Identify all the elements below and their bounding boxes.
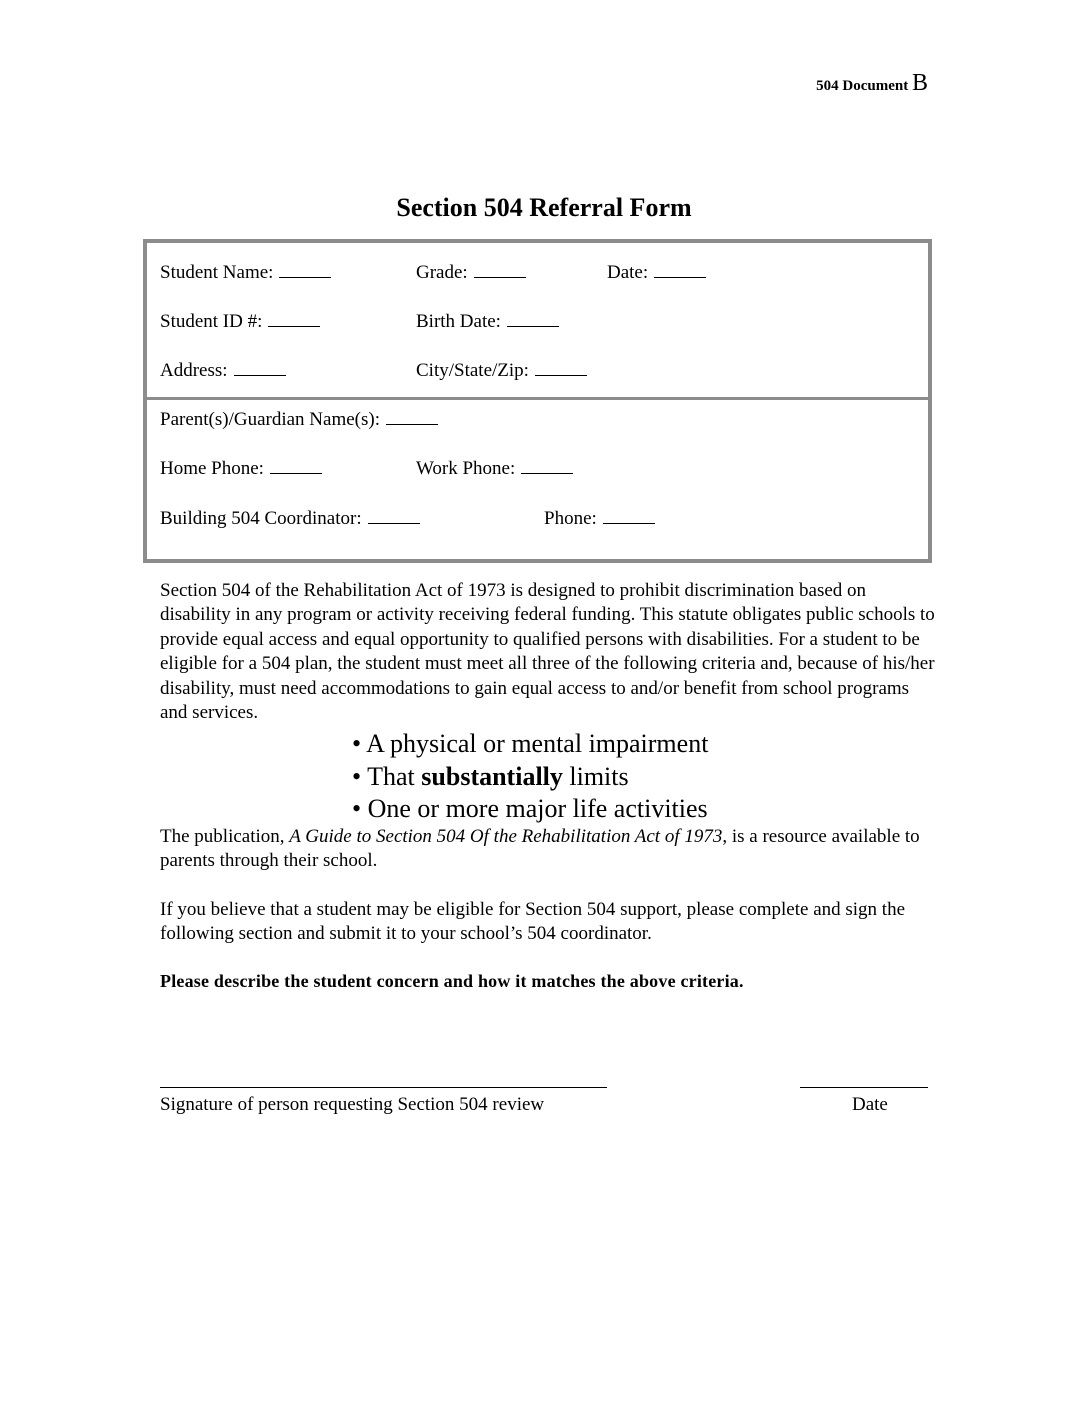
work-phone-label: Work Phone: — [416, 458, 516, 479]
date-label: Date: — [607, 262, 649, 283]
criteria-item-3: • One or more major life activities — [352, 794, 708, 823]
date-blank[interactable] — [654, 261, 706, 278]
publication-title: A Guide to Section 504 Of the Rehabilitation Act of 1973 — [289, 826, 723, 847]
home-phone-field — [160, 457, 322, 480]
document-id — [816, 70, 928, 97]
student-id-field — [160, 310, 320, 333]
student-id-blank[interactable] — [268, 310, 320, 327]
student-name-field — [160, 261, 331, 284]
work-phone-field — [416, 457, 573, 480]
home-phone-blank[interactable] — [270, 457, 322, 474]
signature-label: Signature of person requesting Section 504 review — [160, 1094, 545, 1115]
birth-date-field — [416, 310, 559, 333]
city-state-zip-label: City/State/Zip: — [416, 360, 529, 381]
coordinator-label: Building 504 Coordinator: — [160, 508, 362, 529]
criteria-item-2-suffix: limits — [562, 761, 629, 791]
criteria-list — [352, 728, 708, 826]
coordinator-phone-label: Phone: — [544, 508, 597, 529]
student-name-label: Student Name: — [160, 262, 274, 283]
intro-paragraph: Section 504 of the Rehabilitation Act of 1973 is designed to prohibit discrimination based on disability in any program or activity receiving federal funding. This statute obligates public schools to provide equal access and equal opportunity to qualified persons with disabilities. For a student to be eligible for a 504 plan, the student must meet all three of the following criteria and, because of his/her disability, must need accommodations to gain equal access to and/or benefit from school programs and services. — [160, 580, 935, 724]
criteria-item-2 — [352, 761, 708, 794]
signature-date-label: Date — [852, 1094, 888, 1115]
date-field — [607, 261, 706, 284]
publication-paragraph — [160, 825, 940, 874]
document-letter: B — [911, 70, 928, 96]
signature-line[interactable] — [160, 1087, 607, 1088]
student-id-label: Student ID #: — [160, 311, 263, 332]
parent-guardian-label: Parent(s)/Guardian Name(s): — [160, 409, 381, 430]
criteria-item-2-emphasis: substantially — [421, 761, 563, 791]
coordinator-blank[interactable] — [368, 507, 420, 524]
form-title: Section 504 Referral Form — [396, 193, 692, 222]
criteria-item-2-prefix: • That — [352, 761, 422, 791]
grade-blank[interactable] — [474, 261, 526, 278]
address-label: Address: — [160, 360, 228, 381]
document-label: 504 Document — [816, 78, 909, 94]
coordinator-phone-field — [544, 507, 655, 530]
grade-label: Grade: — [416, 262, 468, 283]
publication-suffix: , is a resource available to parents through their school. — [160, 826, 920, 872]
work-phone-blank[interactable] — [521, 457, 573, 474]
date-line[interactable] — [800, 1087, 928, 1088]
student-name-blank[interactable] — [279, 261, 331, 278]
coordinator-phone-blank[interactable] — [603, 507, 655, 524]
city-state-zip-blank[interactable] — [535, 359, 587, 376]
birth-date-label: Birth Date: — [416, 311, 501, 332]
instruction-paragraph: If you believe that a student may be eligible for Section 504 support, please complete and sign the following section and submit it to your school’s 504 coordinator. — [160, 899, 906, 945]
grade-field — [416, 261, 526, 284]
birth-date-blank[interactable] — [507, 310, 559, 327]
parent-guardian-blank[interactable] — [386, 408, 438, 425]
publication-prefix: The publication, — [160, 826, 290, 847]
box-divider — [143, 397, 932, 400]
address-blank[interactable] — [234, 359, 286, 376]
address-field — [160, 359, 286, 382]
criteria-item-1: • A physical or mental impairment — [352, 729, 709, 758]
parent-guardian-field — [160, 408, 438, 431]
home-phone-label: Home Phone: — [160, 458, 264, 479]
city-state-zip-field — [416, 359, 587, 382]
description-prompt: Please describe the student concern and how it matches the above criteria. — [160, 971, 744, 991]
coordinator-field — [160, 507, 420, 530]
